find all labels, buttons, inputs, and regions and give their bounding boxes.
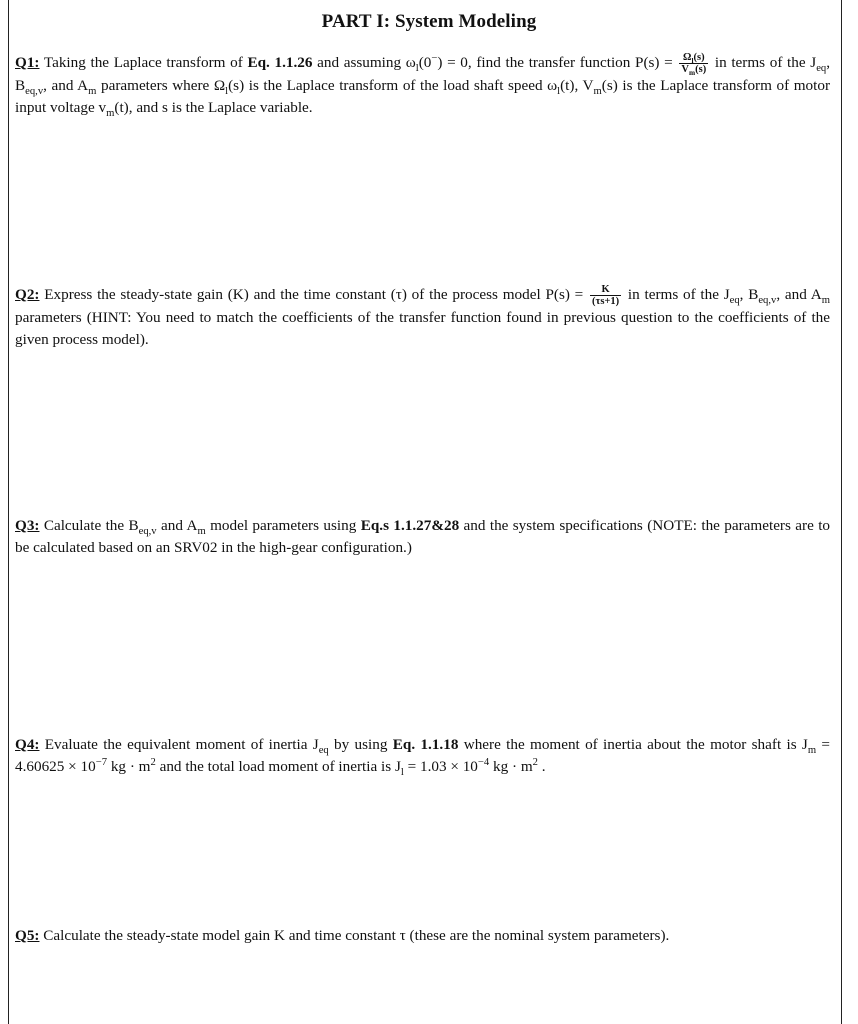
question-2-text: in terms of the J [623, 286, 730, 303]
question-2-text: , B [739, 286, 759, 303]
question-4 [15, 734, 830, 778]
question-4-number: Q4: [15, 736, 40, 753]
subscript: eq,v [138, 526, 157, 538]
subscript: l [415, 63, 419, 75]
question-1-text: Taking the Laplace transform of [39, 54, 248, 71]
question-1-text: , B [15, 54, 831, 95]
subscript: eq [729, 295, 740, 307]
question-2-text: parameters (HINT: You need to match the coefficients of the transfer function found in previous question to the coefficients of the given process model). [15, 309, 830, 349]
question-1-text: (s) is the Laplace transform of the load shaft speed ω [228, 77, 558, 95]
question-4-text: . [537, 758, 546, 775]
question-4-text: kg · m [489, 758, 533, 775]
question-3-number: Q3: [15, 517, 40, 534]
subscript: m [197, 526, 206, 538]
denominator-symbol: V [681, 64, 689, 76]
subscript: eq,v [758, 295, 777, 307]
question-4-text: where the moment of inertia about the motor shaft is J [458, 736, 808, 753]
question-4-text: by using [328, 736, 393, 753]
question-1 [15, 52, 830, 119]
superscript: 2 [150, 756, 156, 768]
question-3 [15, 515, 830, 559]
page-title: PART I: System Modeling [321, 11, 537, 32]
page-frame [8, 0, 842, 1024]
question-4-text: = 1.03 × 10 [403, 758, 478, 775]
question-3-text: and the system specifications (NOTE: the parameters are to be calculated based on an SRV02 in the high-gear configuration.) [15, 517, 831, 556]
subscript: l [557, 86, 561, 98]
superscript: 2 [532, 756, 538, 768]
question-1-number: Q1: [15, 54, 40, 71]
numerator-symbol: Ω [683, 52, 692, 64]
equation-reference: Eq. 1.1.18 [392, 736, 459, 753]
question-1-text: (t), and s is the Laplace variable. [114, 99, 313, 117]
question-1-text: , and A [43, 77, 89, 95]
superscript: −7 [95, 756, 108, 768]
question-1-text: parameters where Ω [96, 77, 226, 95]
transfer-function-fraction [679, 52, 708, 78]
question-2-number: Q2: [15, 286, 40, 303]
question-4-text: kg · m [107, 758, 151, 775]
subscript: l [691, 56, 694, 66]
question-1-text: (t), V [560, 77, 594, 95]
subscript: eq [816, 63, 827, 75]
subscript: l [225, 86, 229, 98]
superscript: −4 [477, 756, 490, 768]
question-2-text: , and A [776, 286, 822, 303]
question-3-text: and A [156, 517, 198, 534]
question-4-text: and the total load moment of inertia is J [155, 758, 401, 775]
question-1-text: (s) is the Laplace transform of motor input voltage v [15, 77, 830, 117]
question-1-text: and assuming ω [312, 54, 416, 71]
question-4-text: Evaluate the equivalent moment of inertia J [39, 736, 319, 753]
subscript: eq,v [25, 86, 44, 98]
subscript: m [807, 745, 817, 757]
question-1-text: (0 [418, 54, 432, 71]
question-3-text: model parameters using [205, 517, 361, 534]
denominator-argument: (s) [695, 64, 707, 76]
fraction-numerator [679, 52, 708, 64]
subscript: m [593, 86, 602, 98]
question-5 [15, 925, 830, 947]
question-4-text: = 4.60625 × 10 [15, 736, 830, 775]
subscript: m [688, 68, 696, 78]
question-1-text: in terms of the J [710, 54, 817, 71]
superscript: − [431, 52, 438, 64]
equation-reference: Eq.s 1.1.27&28 [360, 517, 460, 534]
equation-reference: Eq. 1.1.26 [247, 54, 313, 71]
question-1-text: ) = 0, find the transfer function P(s) = [437, 54, 678, 71]
subscript: eq [318, 745, 329, 757]
numerator-argument: (s) [693, 52, 705, 64]
question-5-text: Calculate the steady-state model gain K and time constant τ (these are the nominal system parameters). [39, 927, 670, 944]
process-model-fraction [590, 284, 621, 307]
subscript: l [400, 767, 404, 779]
fraction-denominator [679, 64, 708, 78]
question-3-text: Calculate the B [39, 517, 139, 534]
subscript: m [88, 86, 97, 98]
fraction-denominator: (τs+1) [592, 296, 620, 308]
fraction-numerator: K [590, 284, 621, 296]
subscript: m [821, 295, 830, 307]
subscript: m [106, 108, 115, 120]
question-2 [15, 284, 830, 351]
question-2-text: Express the steady-state gain (K) and the time constant (τ) of the process model P(s) = [39, 286, 588, 303]
question-5-number: Q5: [15, 927, 40, 944]
